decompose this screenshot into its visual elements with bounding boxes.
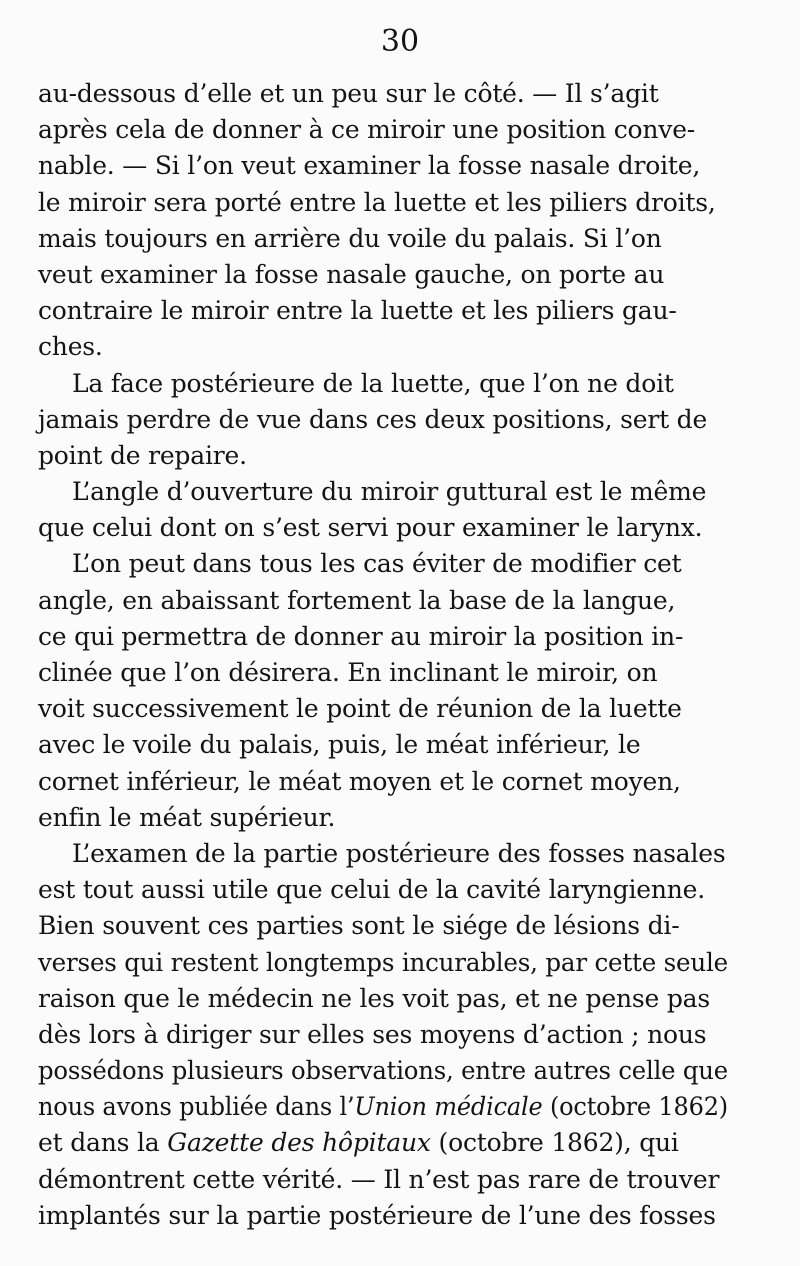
text-segment: avec le voile du palais, puis, le méat inférieur, le	[38, 730, 641, 760]
text-line	[38, 112, 728, 148]
text-line	[38, 257, 728, 293]
text-line	[38, 691, 728, 727]
text-segment: jamais perdre de vue dans ces deux positions, sert de	[38, 404, 708, 434]
text-line	[38, 908, 728, 944]
text-segment: démontrent cette vérité. — Il n’est pas rare de trouver	[38, 1164, 720, 1194]
text-line	[38, 945, 728, 981]
text-line	[38, 148, 728, 184]
text-segment: mais toujours en arrière du voile du palais. Si l’on	[38, 223, 662, 253]
text-segment: voit successivement le point de réunion de la luette	[38, 694, 682, 724]
text-segment: nable. — Si l’on veut examiner la fosse nasale droite,	[38, 151, 701, 181]
text-segment: L’angle d’ouverture du miroir guttural est le même	[72, 477, 707, 507]
text-line	[38, 76, 728, 112]
page-number: 30	[380, 24, 420, 59]
text-line	[38, 800, 728, 836]
text-line	[38, 366, 728, 402]
text-segment: angle, en abaissant fortement la base de la langue,	[38, 585, 676, 615]
text-line	[38, 329, 728, 365]
text-segment: Gazette des hôpitaux	[167, 1128, 431, 1158]
text-segment: le miroir sera porté entre la luette et les piliers droits,	[38, 187, 716, 217]
text-line	[38, 764, 728, 800]
text-segment: dès lors à diriger sur elles ses moyens d’action ; nous	[38, 1019, 707, 1049]
text-segment: après cela de donner à ce miroir une position conve-	[38, 115, 696, 145]
text-line	[38, 836, 728, 872]
text-line	[38, 583, 728, 619]
text-segment: clinée que l’on désirera. En inclinant le miroir, on	[38, 658, 658, 687]
text-line	[38, 872, 728, 908]
text-segment: ches.	[38, 332, 103, 362]
text-segment: L’on peut dans tous les cas éviter de modifier cet	[72, 549, 682, 579]
text-segment: au-dessous d’elle et un peu sur le côté. — Il s’agit	[38, 79, 659, 108]
text-segment: La face postérieure de la luette, que l’on ne doit	[72, 368, 674, 398]
text-line	[38, 438, 728, 474]
text-line	[38, 1162, 728, 1198]
text-segment: ce qui permettra de donner au miroir la position in-	[38, 621, 684, 651]
text-line	[38, 727, 728, 763]
text-segment: verses qui restent longtemps incurables, par cette seule	[38, 947, 728, 977]
text-line	[38, 510, 728, 546]
text-line	[38, 221, 728, 257]
body-text	[38, 76, 728, 1234]
text-segment: (octobre 1862)	[542, 1092, 728, 1122]
text-line	[38, 1198, 728, 1234]
text-segment: que celui dont on s’est servi pour examiner le larynx.	[38, 513, 703, 543]
text-segment: nous avons publiée dans l’	[38, 1092, 355, 1122]
text-line	[38, 619, 728, 655]
text-segment: implantés sur la partie postérieure de l’une des fosses	[38, 1200, 716, 1230]
text-line	[38, 1053, 728, 1089]
text-line	[38, 293, 728, 329]
text-line	[38, 474, 728, 510]
text-line	[38, 1125, 728, 1161]
text-segment: cornet inférieur, le méat moyen et le cornet moyen,	[38, 766, 681, 796]
text-segment: est tout aussi utile que celui de la cavité laryngienne.	[38, 875, 705, 905]
text-segment: contraire le miroir entre la luette et les piliers gau-	[38, 296, 677, 326]
text-segment: veut examiner la fosse nasale gauche, on porte au	[38, 259, 665, 289]
text-line	[38, 1017, 728, 1053]
text-segment: (octobre 1862), qui	[430, 1128, 679, 1158]
text-segment: possédons plusieurs observations, entre autres celle que	[38, 1056, 728, 1086]
text-segment: et dans la	[38, 1128, 168, 1158]
text-segment: raison que le médecin ne les voit pas, et ne pense pas	[38, 983, 710, 1013]
text-line	[38, 185, 728, 221]
text-segment: point de repaire.	[38, 440, 247, 470]
text-line	[38, 402, 728, 438]
text-segment: enfin le méat supérieur.	[38, 802, 336, 832]
text-segment: Union médicale	[354, 1092, 543, 1122]
text-line	[38, 546, 728, 582]
text-line	[38, 1089, 728, 1125]
text-segment: Bien souvent ces parties sont le siége de lésions di-	[38, 911, 680, 941]
text-line	[38, 655, 728, 691]
text-segment: L’examen de la partie postérieure des fosses nasales	[72, 838, 726, 868]
text-line	[38, 981, 728, 1017]
